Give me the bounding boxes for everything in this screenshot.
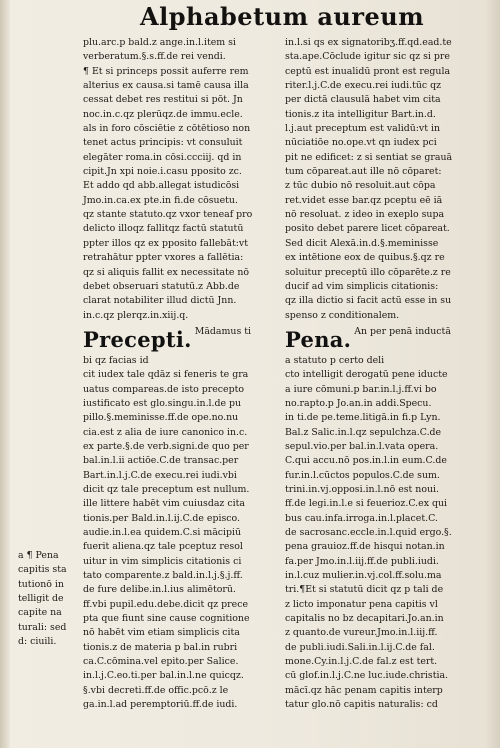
text-line: cia.est z alia de iure canonico in.c. [83,426,248,438]
text-line: capitis sta [18,564,67,576]
rubric-line-text: Mādamus ti [194,325,251,337]
left-column-top-text [83,36,278,323]
text-line: pillo.§.meminisse.ff.de ope.no.nu [83,412,239,424]
text-line: tum cōpareat.aut ille nō cōparet: [285,166,442,178]
text-line: ff.de legi.in.l.e si feuerioz.C.ex qui [285,498,447,510]
text-line: capite na [18,607,62,619]
text-line: sta.ape.Cōclude igitur sic qz si pre [285,51,450,63]
text-line: Jmo.in.ca.ex pte.in fi.de cōsuetu. [83,194,238,206]
text-line: mācī.qz hāc penam capitis interp [285,684,443,696]
rubric-heading-precepti: Precepti. [83,326,192,352]
running-head: Alphabetum aureum [140,2,425,31]
text-line: ex intētione eox de quibus.§.qz re [285,252,445,264]
text-line: ga.in.l.ad peremptoriū.ff.de iudi. [83,699,238,711]
text-line: tionis.per Bald.in.l.ij.C.de episco. [83,512,241,524]
rubric-heading-pena: Pena. [285,326,352,352]
text-line: ille littere habēt vim cuiusdaz cita [83,498,245,510]
text-line: cto intelligit derogatū pene iducte [285,369,448,381]
text-line: a iure cōmuni.p bar.in.l.j.ff.vi bo [285,383,437,395]
text-line: Sed dicit Alexā.in.d.§.meminisse [285,237,439,249]
text-line: fur.in.l.cūctos populos.C.de sum. [285,469,440,481]
right-column [285,36,485,712]
text-line: cit iudex tale qdāz si feneris te gra [83,369,249,381]
text-line: cessat debet res restitui si pōt. Jn [83,94,243,106]
book-spine-shadow [0,0,10,748]
text-line: ret.videt esse bar.qz pceptu eē iā [285,194,443,206]
text-line: tenet actus principis: vt consuluit [83,137,243,149]
text-line: bus cau.infa.irroga.in.l.placet.C. [285,512,438,524]
text-line: per dictā clausulā habet vim cita [285,94,441,106]
text-line: bal.in.l.ii actiōe.C.de transac.per [83,455,239,467]
text-line: uitur in vim simplicis citationis ci [83,555,242,567]
text-line: tutionō in [18,578,64,590]
text-line: ff.vbi pupil.edu.debe.dicit qz prece [83,598,248,610]
text-line: in.l.j.C.eo.ti.per bal.in.l.ne quicqz. [83,670,244,682]
right-column-top-text [285,36,485,323]
right-rubric-line [285,325,485,354]
text-line: mone.Cy.in.l.j.C.de fal.z est tert. [285,656,438,668]
text-line: in.l.si qs ex signatoribʒ.ff.qd.ead.te [285,37,452,48]
text-line: tato comparente.z bald.in.l.j.§.j.ff. [83,570,243,582]
text-line: soluitur preceptū illo cōparēte.z re [285,266,451,278]
text-line: als in foro cōsciētie z cōtētioso non [83,123,251,135]
text-line: d: ciuili. [18,636,57,648]
text-line: debet obseruari statutū.z Abb.de [83,280,240,292]
text-line: retrahātur ppter vxores a fallētia: [83,252,244,264]
text-line: uatus compareas.de isto precepto [83,383,244,395]
rubric-line-text: An per penā inductā [354,325,451,337]
text-line: alterius ex causa.si tamē causa illa [83,80,249,92]
left-column [83,36,278,712]
text-line: dicit qz tale preceptum est nullum. [83,483,250,495]
text-line: cipit.Jn xpi noie.i.casu pposito zc. [83,166,242,178]
text-line: fa.per Jmo.in.l.iij.ff.de publi.iudi. [285,555,439,567]
text-line: de publi.iudi.Sali.in.l.ij.C.de fal. [285,641,435,653]
text-line: tionis.z ita intelligitur Bart.in.d. [285,108,436,120]
text-line: l.j.aut preceptum est validū:vt in [285,123,441,135]
text-line: delicto illoqz fallitqz factū statutū [83,223,244,235]
text-line: z licto imponatur pena capitis vl [285,598,438,610]
text-line: pena grauioz.ff.de hisqui notan.in [285,541,445,553]
text-line: verberatum.§.s.ff.de rei vendi. [83,51,226,63]
text-line: ¶ Et si princeps possit auferre rem [83,65,249,77]
text-line: ceptū est inualidū pront est regula [285,65,451,77]
right-column-bottom-text [285,354,485,713]
text-line: ppter illos qz ex pposito fallebāt:vt [83,237,248,249]
text-line: de sacrosanc.eccle.in.l.quid ergo.§. [285,527,452,538]
page-edge-shadow [486,0,500,748]
text-line: posito debet parere licet cōpareat. [285,223,450,235]
text-line: nūciatiōe no.ope.vt qn iudex pci [285,137,437,149]
text-line: cū glof.in.l.j.C.ne luc.iude.christia. [285,670,449,682]
text-line: plu.arc.p bald.z ange.in.l.item si [83,37,236,48]
text-line: Bal.z Salic.in.l.qz sepulchza.C.de [285,426,442,438]
text-line: riter.l.j.C.de execu.rei iudi.tūc qz [285,80,442,92]
text-line: trini.in.vj.opposi.in.l.nō est noui. [285,483,440,495]
text-line: in.l.cuz mulier.in.vj.col.ff.solu.ma [285,570,442,582]
text-line: ca.C.cōmina.vel epito.per Salice. [83,656,239,668]
text-line: fuerit aliena.qz tale pceptuz resol [83,541,243,553]
text-line: in ti.de pe.teme.litigā.in fi.p Lyn. [285,412,441,424]
text-line: spenso z conditionalem. [285,309,400,321]
text-line: qz illa dictio si facit actū esse in su [285,295,452,307]
text-line: audie.in.l.ea quidem.C.si mācipiū [83,527,242,538]
text-line: nō habēt vim etiam simplicis cita [83,627,240,639]
left-rubric-line [83,325,278,354]
text-line: Bart.in.l.j.C.de execu.rei iudi.vbi [83,469,237,481]
text-line: noc.in.c.qz plerūqz.de immu.ecle. [83,108,243,120]
text-line: nō resoluat. z ideo in exeplo supa [285,209,445,221]
text-line: ex parte.§.de verb.signi.de quo per [83,440,249,452]
text-line: qz si aliquis fallit ex necessitate nō [83,266,250,278]
text-line: a statuto p certo deli [285,354,385,366]
text-line: in.c.qz plerqz.in.xiij.q. [83,309,189,321]
text-line: no.rapto.p Jo.an.in addi.Specu. [285,397,432,409]
text-line: telligit de [18,593,64,605]
text-line: pta que fiunt sine cause cognitione [83,613,250,625]
text-line: §.vbi decreti.ff.de offic.pcō.z le [83,684,229,696]
text-line: tri.¶Et si statutū dicit qz p tali de [285,584,444,596]
text-line: a ¶ Pena [18,550,59,561]
text-line: z tūc dubio nō resoluit.aut cōpa [285,180,436,192]
left-column-bottom-text [83,354,278,713]
text-line: iustificato est glo.singu.in.l.de pu [83,397,242,409]
text-line: bi qz facias id [83,354,149,366]
text-line: turali: sed [18,621,67,633]
text-line: capitalis no bz decapitari.Jo.an.in [285,613,444,625]
text-line: qz stante statuto.qz vxor teneaf pro [83,209,253,221]
text-line: de fure delibe.in.l.ius alimētorū. [83,584,236,596]
text-line: elegāter roma.in cōsi.ccciij. qd in [83,151,242,163]
text-line: ducif ad vim simplicis citationis: [285,280,439,292]
text-line: pit ne edificet: z si sentiat se grauā [285,151,453,163]
margin-note [18,549,80,649]
text-line: tionis.z de materia p bal.in rubri [83,641,238,653]
text-line: sepul.vio.per bal.in.l.vata opera. [285,440,439,452]
text-line: clarat notabiliter illud dictū Jnn. [83,295,237,307]
text-line: z quanto.de vureur.Jmo.in.l.iij.ff. [285,627,438,639]
text-line: tatur glo.nō capitis naturalis: cd [285,699,438,711]
text-line: Et addo qd abb.allegat istudicōsi [83,180,240,192]
text-line: C.qui accu.nō pos.in.l.in eum.C.de [285,455,447,467]
